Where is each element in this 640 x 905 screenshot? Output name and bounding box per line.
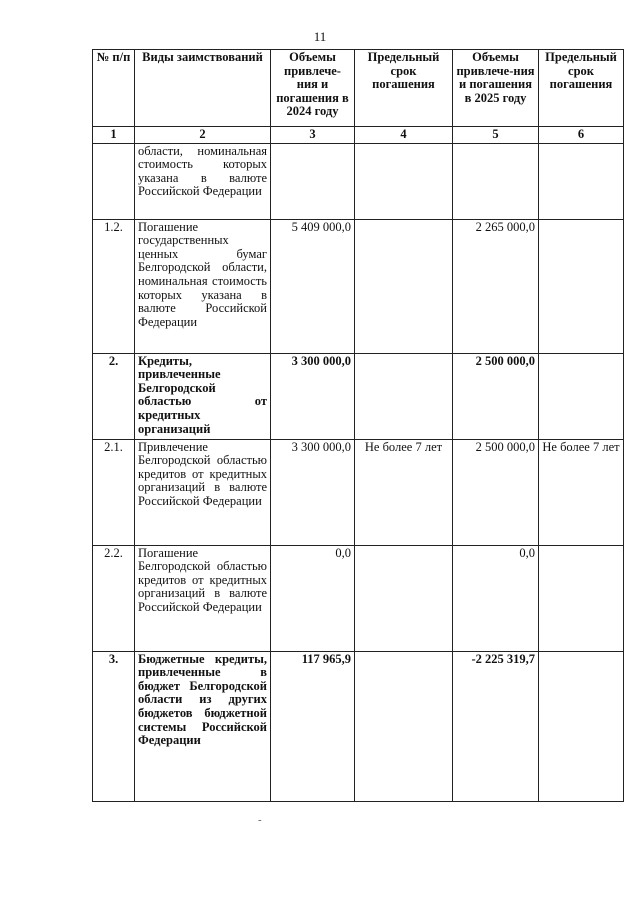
scan-mark: - xyxy=(258,814,262,826)
row-volume-2024: 3 300 000,0 xyxy=(271,439,355,545)
row-term-2025 xyxy=(539,353,624,439)
header-number: № п/п xyxy=(93,50,135,127)
row-volume-2024: 3 300 000,0 xyxy=(271,353,355,439)
header-volume-2024: Объемы привлече-ния и погашения в 2024 году xyxy=(271,50,355,127)
row-term-2024 xyxy=(355,143,453,219)
row-name: области, номинальная стоимость которых указана в валюте Российской Федерации xyxy=(135,143,271,219)
table-row xyxy=(93,353,624,439)
row-name: Привлечение Белгородской областью кредитов от кредитных организаций в валюте Российской Федерации xyxy=(135,439,271,545)
row-volume-2025: 2 500 000,0 xyxy=(453,353,539,439)
row-volume-2025 xyxy=(453,143,539,219)
row-name: Бюджетные кредиты, привлеченные в бюджет Белгородской области из других бюджетов бюджетной системы Российской Федерации xyxy=(135,651,271,801)
table-row xyxy=(93,545,624,651)
row-number: 2.2. xyxy=(93,545,135,651)
borrowing-table xyxy=(92,49,624,802)
row-term-2025 xyxy=(539,545,624,651)
row-term-2024 xyxy=(355,651,453,801)
row-volume-2025: 2 500 000,0 xyxy=(453,439,539,545)
row-term-2024 xyxy=(355,219,453,353)
row-term-2025 xyxy=(539,143,624,219)
row-term-2024: Не более 7 лет xyxy=(355,439,453,545)
page-number: 11 xyxy=(313,29,327,44)
row-name: Кредиты, привлеченные Белгородской областью от кредитных организаций xyxy=(135,353,271,439)
row-volume-2024: 117 965,9 xyxy=(271,651,355,801)
header-borrowing-type: Виды заимствований xyxy=(135,50,271,127)
column-index: 6 xyxy=(539,127,624,144)
row-volume-2025: 0,0 xyxy=(453,545,539,651)
column-index: 3 xyxy=(271,127,355,144)
row-volume-2024: 0,0 xyxy=(271,545,355,651)
column-index: 4 xyxy=(355,127,453,144)
row-term-2025: Не более 7 лет xyxy=(539,439,624,545)
table-row xyxy=(93,439,624,545)
column-index: 2 xyxy=(135,127,271,144)
row-term-2025 xyxy=(539,219,624,353)
table-row xyxy=(93,143,624,219)
row-volume-2025: 2 265 000,0 xyxy=(453,219,539,353)
row-number: 1.2. xyxy=(93,219,135,353)
header-volume-2025: Объемы привлече-ния и погашения в 2025 году xyxy=(453,50,539,127)
header-term-2025: Предельный срок погашения xyxy=(539,50,624,127)
header-term-2024: Предельный срок погашения xyxy=(355,50,453,127)
column-index: 5 xyxy=(453,127,539,144)
row-term-2024 xyxy=(355,353,453,439)
row-number xyxy=(93,143,135,219)
row-name: Погашение Белгородской областью кредитов от кредитных организаций в валюте Российской Федерации xyxy=(135,545,271,651)
row-volume-2024 xyxy=(271,143,355,219)
row-number: 2. xyxy=(93,353,135,439)
row-volume-2024: 5 409 000,0 xyxy=(271,219,355,353)
row-term-2025 xyxy=(539,651,624,801)
table-row xyxy=(93,651,624,801)
row-term-2024 xyxy=(355,545,453,651)
row-volume-2025: -2 225 319,7 xyxy=(453,651,539,801)
row-name: Погашение государственных ценных бумаг Белгородской области, номинальная стоимость которых указана в валюте Российской Федерации xyxy=(135,219,271,353)
row-number: 3. xyxy=(93,651,135,801)
column-index: 1 xyxy=(93,127,135,144)
header-row xyxy=(93,50,624,127)
column-index-row xyxy=(93,127,624,144)
table-row xyxy=(93,219,624,353)
row-number: 2.1. xyxy=(93,439,135,545)
